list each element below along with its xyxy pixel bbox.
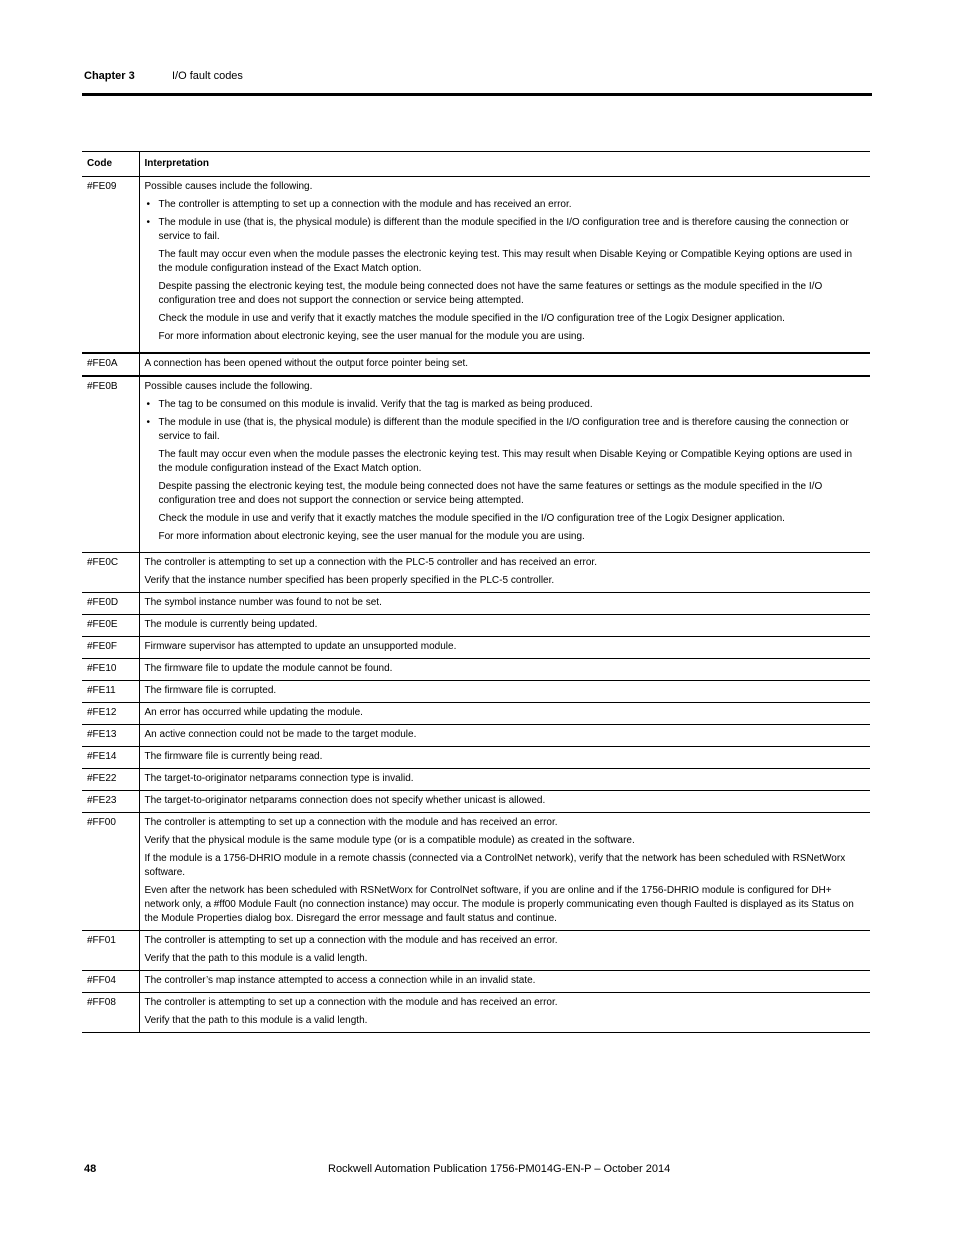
interpretation-cell [139, 177, 870, 354]
fault-code: #FF00 [82, 813, 139, 931]
table-row [82, 177, 870, 354]
column-header-interpretation: Interpretation [139, 152, 870, 177]
interpretation-text: The target-to-originator netparams connection does not specify whether unicast is allowed. [144, 795, 546, 806]
table-row [82, 791, 870, 813]
interpretation-cell [139, 769, 870, 791]
indented-text: Check the module in use and verify that it exactly matches the module specified in the I/O configuration tree of the Logix Designer application. [158, 313, 785, 324]
indented-text: Despite passing the electronic keying test, the module being connected does not have the same features or settings as the module specified in the I/O configuration tree and does not support the connection or service being attempted. [158, 481, 823, 506]
interpretation-text: Firmware supervisor has attempted to update an unsupported module. [144, 641, 457, 652]
table-row [82, 681, 870, 703]
interpretation-cell [139, 993, 870, 1033]
table-row [82, 703, 870, 725]
interpretation-text: The target-to-originator netparams connection type is invalid. [144, 773, 414, 784]
table-row [82, 615, 870, 637]
table-row [82, 993, 870, 1033]
bullet-item: • The module in use (that is, the physical module) is different than the module specified in the I/O configuration tree and is therefore causing the connection or service to fail. [145, 216, 866, 244]
interpretation-cell [139, 659, 870, 681]
interpretation-text: The firmware file is corrupted. [144, 685, 277, 696]
interpretation-cell [139, 615, 870, 637]
interpretation-text: The controller is attempting to set up a connection with the module and has received an error. [144, 935, 558, 946]
interpretation-cell [139, 791, 870, 813]
fault-code: #FE0A [82, 353, 139, 376]
fault-code: #FE0B [82, 376, 139, 553]
header-rule [82, 93, 872, 96]
fault-code: #FE23 [82, 791, 139, 813]
interpretation-text: Possible causes include the following. [144, 381, 313, 392]
fault-code-table [82, 151, 870, 1033]
table-row [82, 593, 870, 615]
interpretation-text: The controller is attempting to set up a connection with the PLC-5 controller and has received an error. [144, 557, 597, 568]
interpretation-cell [139, 593, 870, 615]
fault-code: #FE12 [82, 703, 139, 725]
bullet-item: • The controller is attempting to set up a connection with the module and has received an error. [145, 198, 866, 212]
fault-code: #FF08 [82, 993, 139, 1033]
interpretation-text: Verify that the path to this module is a valid length. [144, 1015, 368, 1026]
interpretation-text: Verify that the path to this module is a valid length. [144, 953, 368, 964]
indented-text: Despite passing the electronic keying test, the module being connected does not have the same features or settings as the module specified in the I/O configuration tree and does not support the connection or service being attempted. [158, 281, 823, 306]
interpretation-cell [139, 725, 870, 747]
table-header-row [82, 152, 870, 177]
interpretation-text: The module is currently being updated. [144, 619, 318, 630]
interpretation-text: A connection has been opened without the output force pointer being set. [144, 358, 469, 369]
indented-text: For more information about electronic keying, see the user manual for the module you are using. [158, 531, 585, 542]
interpretation-cell [139, 681, 870, 703]
table-row [82, 553, 870, 593]
running-header [84, 70, 243, 82]
table-row [82, 769, 870, 791]
interpretation-text: Verify that the instance number specified has been properly specified in the PLC-5 controller. [144, 575, 555, 586]
table-row [82, 353, 870, 376]
interpretation-text: The controller is attempting to set up a connection with the module and has received an error. [144, 997, 558, 1008]
interpretation-cell [139, 747, 870, 769]
interpretation-text: The firmware file is currently being read. [144, 751, 323, 762]
interpretation-text: If the module is a 1756-DHRIO module in a remote chassis (connected via a ControlNet network), verify that the network has been scheduled with RSNetWorx software. [144, 853, 846, 878]
interpretation-cell [139, 353, 870, 376]
chapter-topic: I/O fault codes [172, 70, 243, 82]
interpretation-text: An active connection could not be made to the target module. [144, 729, 417, 740]
table-row [82, 376, 870, 553]
interpretation-text: The controller is attempting to set up a connection with the module and has received an error. [144, 817, 558, 828]
fault-code: #FE22 [82, 769, 139, 791]
indented-text: For more information about electronic keying, see the user manual for the module you are using. [158, 331, 585, 342]
table-row [82, 971, 870, 993]
interpretation-cell [139, 813, 870, 931]
fault-code: #FE14 [82, 747, 139, 769]
fault-code: #FF01 [82, 931, 139, 971]
bullet-item: • The module in use (that is, the physical module) is different than the module specified in the I/O configuration tree and is therefore causing the connection or service to fail. [145, 416, 866, 444]
table-row [82, 747, 870, 769]
fault-code: #FE13 [82, 725, 139, 747]
fault-code: #FE10 [82, 659, 139, 681]
fault-code: #FE11 [82, 681, 139, 703]
interpretation-text: Verify that the physical module is the same module type (or is a compatible module) as created in the software. [144, 835, 635, 846]
table-row [82, 725, 870, 747]
fault-code: #FE0C [82, 553, 139, 593]
interpretation-text: Even after the network has been scheduled with RSNetWorx for ControlNet software, if you are online and if the 1756-DHRIO module is configured for DH+ network only, a #ff00 Module Fault (no connection instance) may occur. The module is properly communicating even though Faulted is displayed as its Status on the Module Properties dialog box. Disregard the error message and fault status and continue. [144, 885, 854, 924]
interpretation-cell [139, 971, 870, 993]
table-row [82, 813, 870, 931]
interpretation-text: Possible causes include the following. [144, 181, 313, 192]
fault-code: #FE0E [82, 615, 139, 637]
fault-code: #FF04 [82, 971, 139, 993]
bullet-item: • The tag to be consumed on this module is invalid. Verify that the tag is marked as being produced. [145, 398, 866, 412]
interpretation-text: The symbol instance number was found to not be set. [144, 597, 382, 608]
publication-info: Rockwell Automation Publication 1756-PM014G-EN-P – October 2014 [328, 1163, 671, 1175]
page-number: 48 [84, 1163, 97, 1175]
interpretation-text: An error has occurred while updating the module. [144, 707, 363, 718]
fault-code: #FE09 [82, 177, 139, 354]
interpretation-cell [139, 637, 870, 659]
interpretation-cell [139, 376, 870, 553]
interpretation-cell [139, 703, 870, 725]
table-row [82, 637, 870, 659]
interpretation-cell [139, 931, 870, 971]
indented-text: Check the module in use and verify that it exactly matches the module specified in the I/O configuration tree of the Logix Designer application. [158, 513, 785, 524]
fault-code: #FE0D [82, 593, 139, 615]
interpretation-text: The firmware file to update the module cannot be found. [144, 663, 393, 674]
indented-text: The fault may occur even when the module passes the electronic keying test. This may result when Disable Keying or Compatible Keying options are used in the module configuration instead of the Exact Match option. [158, 449, 853, 474]
table-row [82, 931, 870, 971]
interpretation-cell [139, 553, 870, 593]
table-row [82, 659, 870, 681]
interpretation-text: The controller’s map instance attempted to access a connection while in an invalid state. [144, 975, 536, 986]
indented-text: The fault may occur even when the module passes the electronic keying test. This may result when Disable Keying or Compatible Keying options are used in the module configuration instead of the Exact Match option. [158, 249, 853, 274]
column-header-code: Code [82, 152, 139, 177]
chapter-label: Chapter 3 [84, 70, 135, 82]
fault-code: #FE0F [82, 637, 139, 659]
